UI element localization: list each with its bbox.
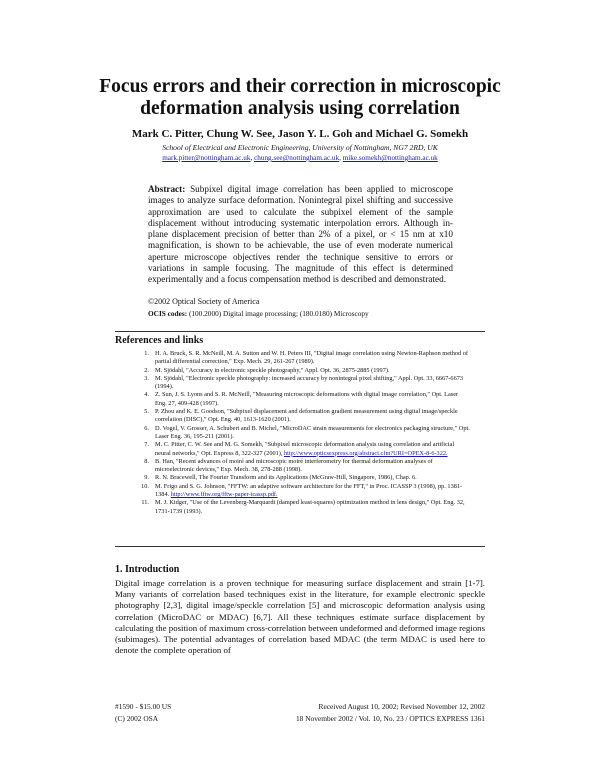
reference-citation: H. A. Bruck, S. R. McNeill, M. A. Sutton and W. H. Peters III, "Digital image correlation using Newton-Raphson method of partial differential correction," Exp. Mech. 29, 261-267 (1989). bbox=[155, 350, 469, 366]
reference-citation: M. Sjödahl, "Electronic speckle photography: increased accuracy by nonintegral pixel shifting," Appl. Opt. 33, 6667-6673 (1994). bbox=[155, 374, 464, 391]
reference-number: 1. bbox=[144, 350, 149, 357]
section-heading-introduction: 1. Introduction bbox=[115, 564, 180, 575]
reference-number: 9. bbox=[144, 474, 149, 482]
reference-number: 7. bbox=[144, 441, 149, 449]
reference-citation: R. N. Bracewell, The Fourier Transform and its Applications (McGraw-Hill, Singapore, 1986), Chap. 6. bbox=[155, 474, 417, 482]
ocis-codes bbox=[148, 309, 369, 318]
reference-text bbox=[155, 458, 485, 475]
divider-bottom bbox=[115, 546, 485, 547]
reference-number: 6. bbox=[144, 424, 149, 432]
affiliation: School of Electrical and Electronic Engineering, University of Nottingham, NG7 2RD, UK bbox=[162, 143, 438, 152]
footer-copyright: (C) 2002 OSA bbox=[115, 714, 159, 723]
reference-citation: D. Vogel, V. Grosser, A. Schubert and B. Michel, "MicroDAC strain measurements for electronics packaging structure," Opt. Laser Eng. 36, 195-211 (2001). bbox=[155, 424, 470, 440]
reference-item bbox=[115, 367, 485, 375]
footer-journal: 18 November 2002 / Vol. 10, No. 23 / OPTICS EXPRESS 1361 bbox=[295, 714, 485, 723]
divider-top bbox=[115, 331, 485, 332]
introduction-text: Digital image correlation is a proven technique for measuring surface displacement and strain [1-7]. Many variants of correlation based techniques exist in the literature, for example electronic speckle photography [2,3], digital image/speckle correlation [5] and microscopic deformation analysis using correlation (MicroDAC or MDAC) [6,7]. All these techniques estimate surface displacement by calculating the position of maximum cross-correlation between undeformed and deformed image regions (subimages). The potential advantages of correlation based MDAC (the term MDAC is used here to denote the complete operation of bbox=[115, 578, 485, 656]
reference-text bbox=[155, 474, 485, 482]
reference-item bbox=[115, 499, 485, 516]
reference-item bbox=[115, 375, 485, 392]
reference-link[interactable]: http://www.fftw.org/fftw-paper-icassp.pdf. bbox=[170, 491, 278, 499]
reference-text bbox=[155, 350, 485, 367]
ocis-label: OCIS codes: bbox=[148, 309, 188, 318]
reference-item bbox=[115, 474, 485, 482]
references-heading: References and links bbox=[115, 335, 204, 346]
reference-item bbox=[115, 458, 485, 475]
paper-title bbox=[60, 76, 540, 120]
abstract bbox=[148, 184, 453, 286]
reference-citation: M. C. Pitter, C. W. See and M. G. Somekh, "Subpixel microscopic deformation analysis using correlation and artificial neural networks," Opt. Express 8, 322-327 (2001), bbox=[155, 441, 455, 457]
reference-text bbox=[155, 425, 485, 442]
reference-number: 10. bbox=[141, 482, 149, 490]
reference-link[interactable]: http://www.opticsexpress.org/abstract.cfm?URI=OPEX-8-6-322. bbox=[284, 449, 448, 457]
reference-list bbox=[115, 350, 485, 516]
reference-citation: Z. Sun, J. S. Lyons and S. R. McNeill, "Measuring microscopic deformations with digital image correlation," Opt. Laser Eng. 27, 409-428 (1997). bbox=[155, 391, 459, 407]
reference-number: 2. bbox=[144, 366, 149, 374]
author-emails: mark.pitter@nottingham.ac.uk, chung.see@nottingham.ac.uk, mike.somekh@nottingham.ac.uk bbox=[162, 154, 438, 162]
reference-text bbox=[155, 375, 485, 392]
footer-dates: Received August 10, 2002; Revised November 12, 2002 bbox=[318, 702, 485, 711]
footer-price: #1590 - $15.00 US bbox=[115, 702, 172, 711]
ocis-text: (100.2000) Digital image processing; (180.0180) Microscopy bbox=[188, 309, 369, 318]
reference-citation: M. J. Kidger, "Use of the Levenberg-Marquardt (damped least-squares) optimization method in lens design," Opt. Eng. 32, 1731-1739 (1993). bbox=[155, 499, 465, 515]
reference-number: 4. bbox=[144, 391, 149, 399]
email-link-see[interactable]: chung.see@nottingham.ac.uk bbox=[254, 154, 340, 162]
reference-citation: M. Sjödahl, "Accuracy in electronic speckle photography," Appl. Opt. 36, 2875-2885 (1997). bbox=[155, 366, 390, 374]
reference-citation: P. Zhou and K. E. Goodson, "Subpixel displacement and deformation gradient measurement using digital image/speckle correlation (DISC)," Opt. Eng. 40, 1613-1620 (2001). bbox=[155, 408, 458, 424]
title-line-1: Focus errors and their correction in microscopic bbox=[99, 76, 501, 97]
reference-text bbox=[155, 367, 485, 375]
reference-item bbox=[115, 441, 485, 458]
reference-number: 3. bbox=[144, 374, 149, 382]
copyright-notice: ©2002 Optical Society of America bbox=[148, 297, 260, 306]
reference-item bbox=[115, 425, 485, 442]
reference-citation: B. Han, "Recent advances of moiré and microscopic moiré interferometry for thermal deformation analyses of microelectronic devices," Exp. Mech. 38, 278-288 (1998). bbox=[155, 457, 433, 474]
reference-number: 11. bbox=[141, 499, 149, 507]
email-link-somekh[interactable]: mike.somekh@nottingham.ac.uk bbox=[342, 154, 438, 162]
reference-item bbox=[115, 350, 485, 367]
reference-citation: M. Frigo and S. G. Johnson, "FFTW: an adaptive software architecture for the FFT," in Proc. ICASSP 3 (1998), pp. 1381-1384. bbox=[155, 482, 463, 499]
reference-item bbox=[115, 391, 485, 408]
email-link-pitter[interactable]: mark.pitter@nottingham.ac.uk bbox=[162, 154, 251, 162]
reference-item bbox=[115, 408, 485, 425]
reference-number: 5. bbox=[144, 408, 149, 416]
reference-text bbox=[155, 483, 485, 500]
reference-text bbox=[155, 408, 485, 425]
title-line-2: deformation analysis using correlation bbox=[140, 98, 460, 119]
reference-text bbox=[155, 441, 485, 458]
abstract-text: Subpixel digital image correlation has been applied to microscope images to analyze surface deformation. Nonintegral pixel shifting and successive approximation are used to calculate the subpixel element of the sample displacement without introducing systematic interpolation errors. Although in-plane displacement precision of better than 2% of a pixel, or < 15 nm at x10 magnification, is shown to be achievable, the use of even moderate numerical aperture microscope objectives render the technique sensitive to errors or variations in sample focusing. The magnitude of this effect is determined experimentally and a focus compensation method is described and demonstrated. bbox=[148, 184, 454, 285]
reference-item bbox=[115, 483, 485, 500]
reference-text bbox=[155, 499, 485, 516]
abstract-label: Abstract: bbox=[148, 184, 186, 194]
author-list: Mark C. Pitter, Chung W. See, Jason Y. L. Goh and Michael G. Somekh bbox=[131, 128, 469, 140]
reference-number: 8. bbox=[144, 457, 149, 465]
reference-text bbox=[155, 391, 485, 408]
